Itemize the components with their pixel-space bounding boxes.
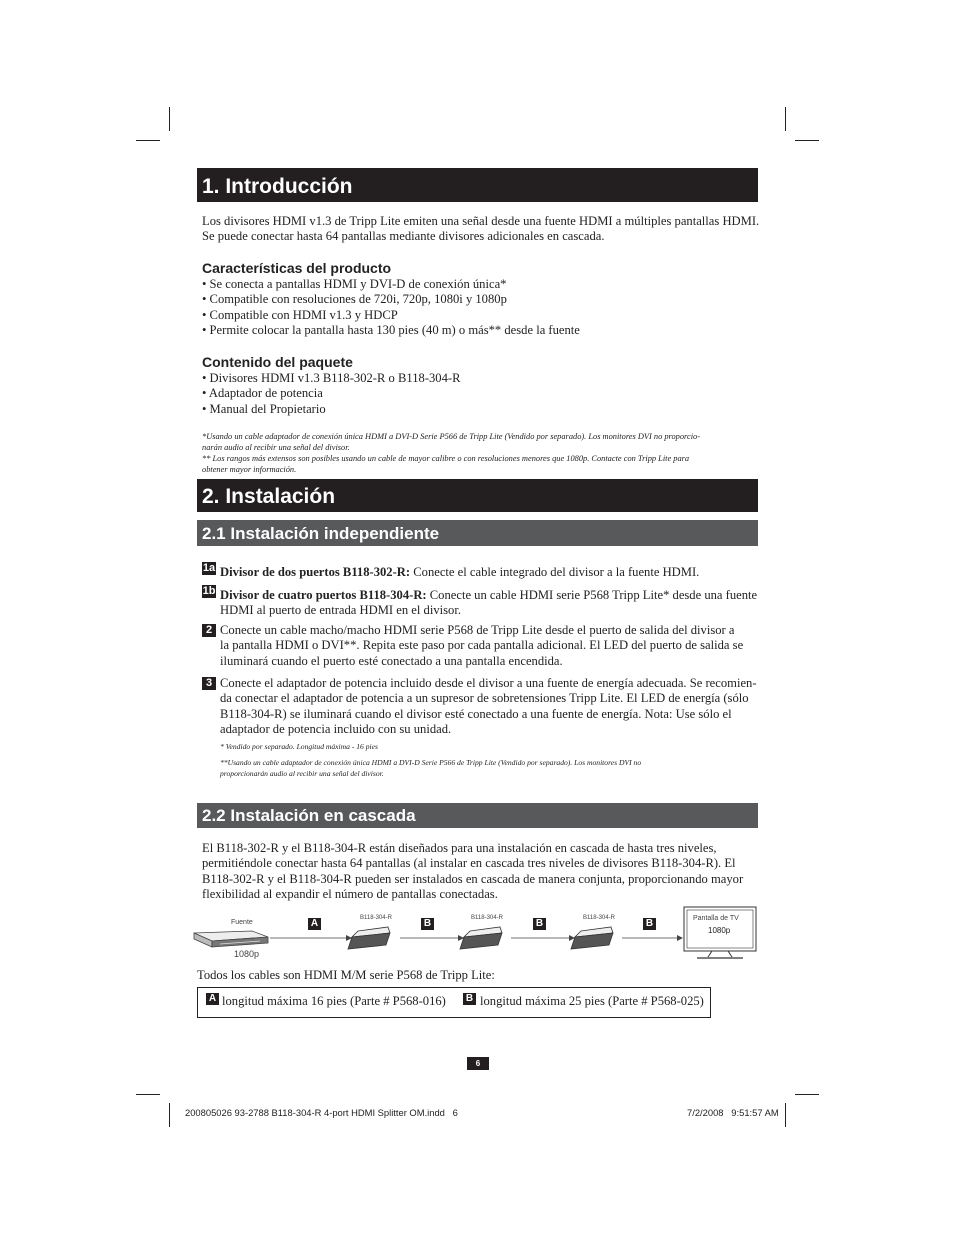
step-footnote: * Vendido por separado. Longitud máxima - 16 pies: [220, 742, 378, 751]
cable-badge: B: [421, 918, 434, 930]
step-badge: 2: [202, 624, 216, 637]
crop-mark: [785, 107, 786, 131]
package-title: Contenido del paquete: [202, 354, 353, 370]
page-number: 6: [467, 1057, 489, 1070]
list-item: • Manual del Propietario: [202, 401, 326, 416]
source-device-icon: [194, 931, 268, 947]
list-item: • Adaptador de potencia: [202, 386, 323, 401]
cable-a-text: longitud máxima 16 pies (Parte # P568-016): [222, 994, 446, 1008]
tv-resolution: 1080p: [708, 926, 731, 935]
cable-badge: B: [533, 918, 546, 930]
footer-file-info: 200805026 93-2788 B118-304-R 4-port HDMI Splitter OM.indd 6: [185, 1107, 458, 1118]
subsection-heading-independiente: 2.1 Instalación independiente: [197, 520, 758, 546]
crop-mark: [169, 1103, 170, 1127]
crop-mark: [169, 107, 170, 131]
heading-text: 2. Instalación: [202, 485, 336, 508]
list-item: • Permite colocar la pantalla hasta 130 pies (40 m) o más** desde la fuente: [202, 322, 580, 337]
step-badge: 1b: [202, 585, 216, 597]
footer-timestamp: 7/2/2008 9:51:57 AM: [687, 1107, 779, 1118]
subsection-heading-cascada: 2.2 Instalación en cascada: [197, 803, 758, 828]
cables-intro: Todos los cables son HDMI M/M serie P568 de Tripp Lite:: [197, 968, 495, 982]
splitter-label: B118-304-R: [360, 915, 392, 921]
crop-mark: [795, 1094, 819, 1095]
section-heading-introduccion: [197, 168, 758, 202]
list-item: • Se conecta a pantallas HDMI y DVI-D de conexión única*: [202, 277, 507, 291]
arrowhead-icon: [677, 935, 683, 941]
crop-mark: [136, 1094, 160, 1095]
features-list: [202, 277, 762, 338]
cable-badge: B: [643, 918, 656, 930]
intro-paragraph: Los divisores HDMI v1.3 de Tripp Lite emiten una señal desde una fuente HDMI a múltiples pantallas HDMI. Se puede conectar hasta 64 pantallas mediante divisores adicionales en cascada.: [202, 214, 760, 244]
step-badge: 3: [202, 677, 216, 690]
crop-mark: [795, 140, 819, 141]
splitter-icon: [571, 927, 613, 949]
source-resolution: 1080p: [234, 949, 260, 959]
cable-badge: B: [463, 993, 476, 1005]
crop-mark: [785, 1103, 786, 1127]
tv-label: Pantalla de TV: [693, 915, 739, 922]
list-item: • Divisores HDMI v1.3 B118-302-R o B118-304-R: [202, 371, 461, 385]
step-badge: 1a: [202, 562, 216, 574]
section-heading-instalacion: [197, 479, 758, 512]
list-item: • Compatible con HDMI v1.3 y HDCP: [202, 307, 398, 322]
cascade-diagram: [190, 905, 760, 967]
heading-text: 1. Introducción: [202, 175, 353, 198]
list-item: • Compatible con resoluciones de 720i, 720p, 1080i y 1080p: [202, 292, 507, 307]
cable-badge: A: [308, 918, 321, 930]
step-1b-text: Divisor de cuatro puertos B118-304-R: Conecte un cable HDMI serie P568 Tripp Lite* desde una fuente HDMI al puerto de entrada HDMI en el divisor.: [220, 588, 758, 618]
step-footnote: **Usando un cable adaptador de conexión única HDMI a DVI-D Serie P566 de Tripp Lite (Vendido por separado). Los monitores DVI no proporcionarán audio al recibir una señal del divisor.: [220, 758, 642, 778]
step-2-text: Conecte un cable macho/macho HDMI serie P568 de Tripp Lite desde el puerto de salida del divisor a la pantalla HDMI o DVI**. Repita este paso por cada pantalla adicional. El LED del puerto de salida se iluminará cuando el puerto esté conectado a una pantalla encendida.: [220, 623, 744, 668]
splitter-label: B118-304-R: [583, 915, 615, 921]
step-3-text: Conecte el adaptador de potencia incluido desde el divisor a una fuente de energía adecuada. Se recomien- da conectar el adaptador de potencia a un supresor de sobretensiones Tripp Lite. El LED de energía (sólo B118-304-R) se iluminará cuando el divisor esté conectado a una fuente de energía. Nota: Use sólo el adaptador de potencia incluido con su unidad.: [220, 676, 757, 736]
step-1a-text: Divisor de dos puertos B118-302-R: Conecte el cable integrado del divisor a la fuente HDMI.: [220, 565, 700, 579]
source-label: Fuente: [231, 919, 253, 926]
cable-b-text: longitud máxima 25 pies (Parte # P568-025): [480, 994, 704, 1008]
footnotes: *Usando un cable adaptador de conexión única HDMI a DVI-D Serie P566 de Tripp Lite (Vendido por separado). Los monitores DVI no proporcio- narán audio al recibir una señal del divisor. ** Los rangos más extensos son posibles usando un cable de mayor calibre o con resoluciones menores que 1080p. Contacte con Tripp Lite para obtener mayor información.: [202, 432, 701, 474]
package-list: [202, 371, 762, 417]
splitter-icon: [348, 927, 390, 949]
features-title: Características del producto: [202, 260, 392, 276]
crop-mark: [136, 140, 160, 141]
cable-badge: A: [206, 993, 219, 1005]
splitter-icon: [460, 927, 502, 949]
cascade-paragraph: El B118-302-R y el B118-304-R están diseñados para una instalación en cascada de hasta tres niveles, permitiéndole conectar hasta 64 pantallas (al instalar en cascada tres niveles de divisores B118-304-R). El B118-302-R y el B118-304-R pueden ser instalados en cascada de manera conjunta, proporcionando mayor flexibilidad al expandir el número de pantallas conectadas.: [202, 841, 744, 901]
splitter-label: B118-304-R: [471, 915, 503, 921]
cable-legend-box: [197, 987, 711, 1018]
